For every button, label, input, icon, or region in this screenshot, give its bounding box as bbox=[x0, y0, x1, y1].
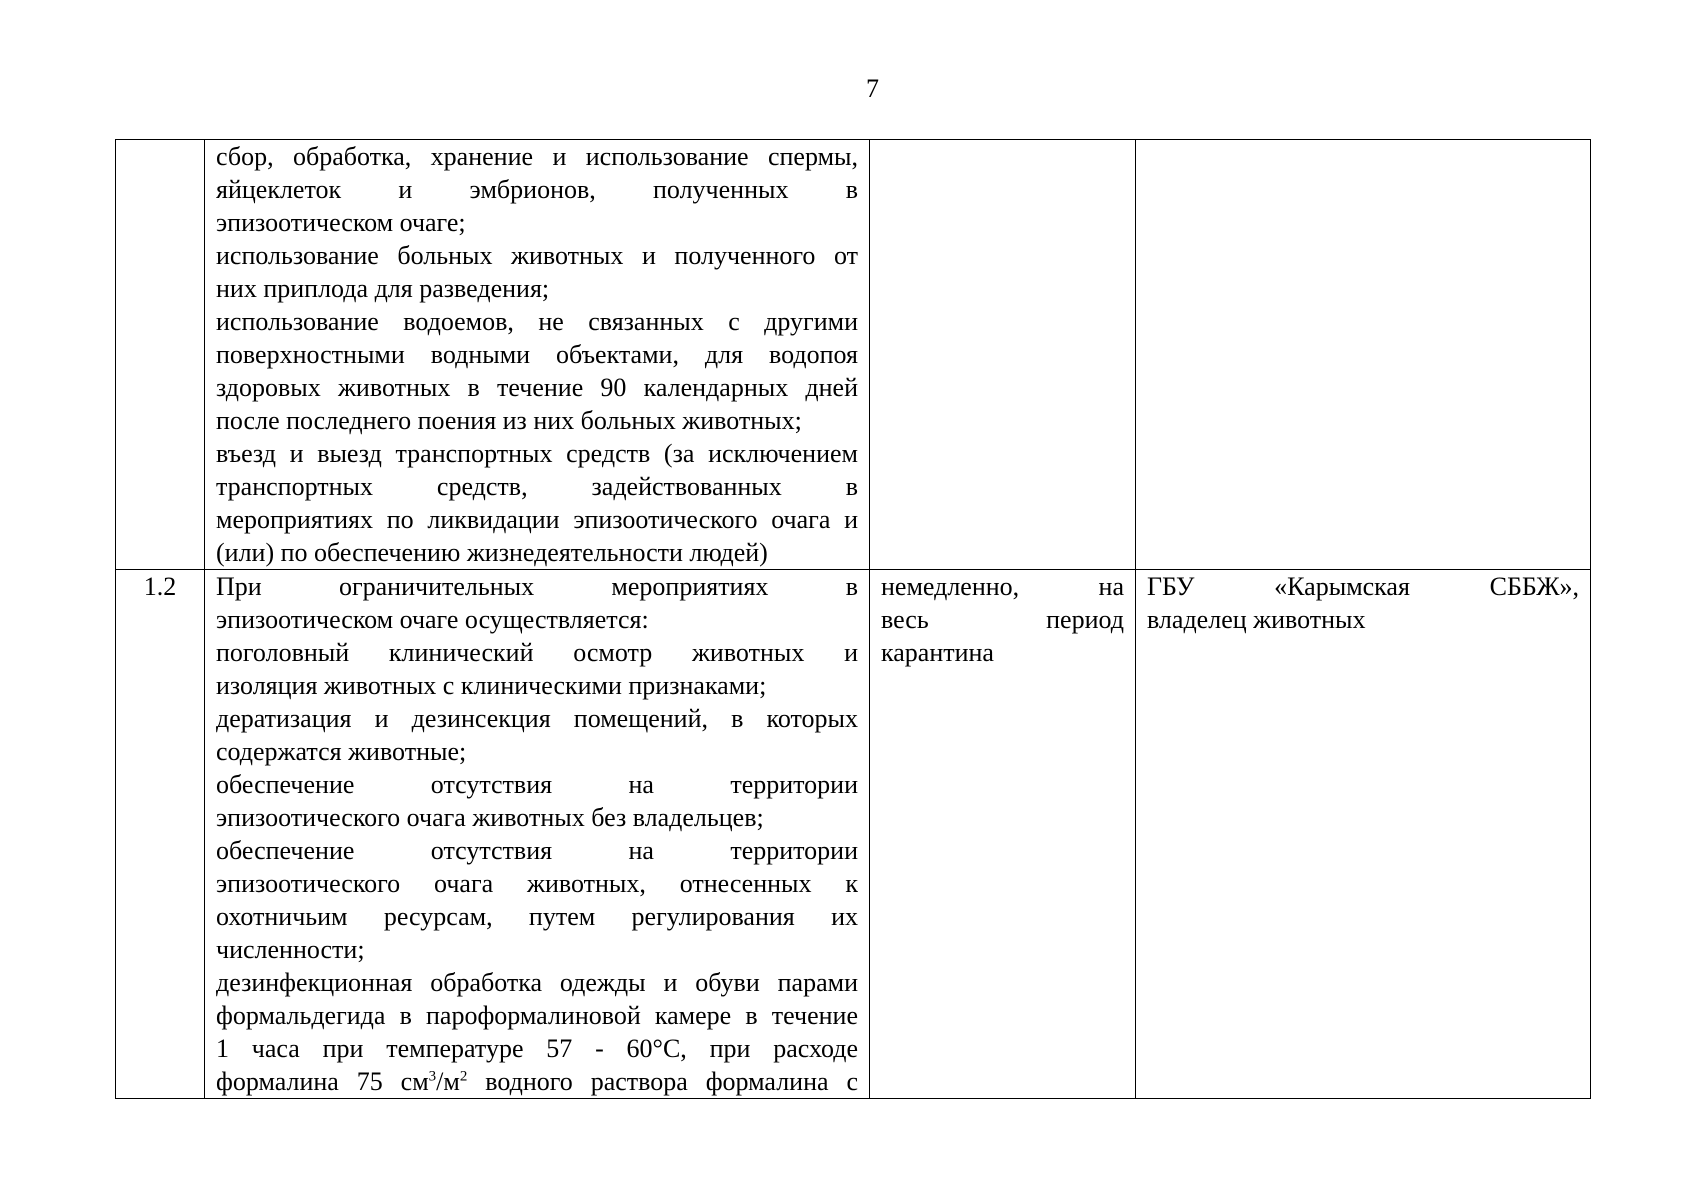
text-line: охотничьим ресурсам, путем регулирования их bbox=[216, 902, 858, 931]
text-line: них приплода для разведения; bbox=[216, 274, 550, 303]
cell-responsible bbox=[1136, 140, 1591, 570]
cell-term bbox=[870, 570, 1136, 1099]
text-line: яйцеклеток и эмбрионов, полученных в bbox=[216, 175, 858, 204]
table-row bbox=[116, 140, 1591, 570]
text-line: дезинфекционная обработка одежды и обуви парами bbox=[216, 968, 858, 997]
text-line: обеспечение отсутствия на территории bbox=[216, 770, 858, 799]
text-line: содержатся животные; bbox=[216, 737, 467, 766]
text-line: эпизоотическом очаге; bbox=[216, 208, 466, 237]
text-line: здоровых животных в течение 90 календарных дней bbox=[216, 373, 858, 402]
responsible-text bbox=[1147, 570, 1579, 636]
text-line: весь период bbox=[881, 605, 1124, 634]
cell-measures bbox=[205, 140, 870, 570]
text-line: въезд и выезд транспортных средств (за исключением bbox=[216, 439, 858, 468]
text-line: поверхностными водными объектами, для водопоя bbox=[216, 340, 858, 369]
text-line: формальдегида в пароформалиновой камере в течение bbox=[216, 1001, 858, 1030]
text-line: после последнего поения из них больных животных; bbox=[216, 406, 802, 435]
page-number: 7 bbox=[866, 74, 879, 103]
text-line: (или) по обеспечению жизнедеятельности людей) bbox=[216, 538, 768, 567]
cell-responsible bbox=[1136, 570, 1591, 1099]
text-line: мероприятиях по ликвидации эпизоотического очага и bbox=[216, 505, 858, 534]
text-line: владелец животных bbox=[1147, 605, 1366, 634]
text-line: немедленно, на bbox=[881, 572, 1124, 601]
measures-text bbox=[216, 140, 858, 569]
text-line: использование водоемов, не связанных с другими bbox=[216, 307, 858, 336]
text-line: формалина 75 $см^3/м^2$ водного раствора формалина с bbox=[216, 1067, 858, 1096]
text-line: эпизоотическом очаге осуществляется: bbox=[216, 605, 649, 634]
cell-term bbox=[870, 140, 1136, 570]
text-line: карантина bbox=[881, 638, 994, 667]
cell-number: 1.2 bbox=[116, 570, 205, 1099]
text-line: ГБУ «Карымская СББЖ», bbox=[1147, 572, 1579, 601]
text-line: эпизоотического очага животных, отнесенных к bbox=[216, 869, 858, 898]
cell-measures bbox=[205, 570, 870, 1099]
text-line: изоляция животных с клиническими признаками; bbox=[216, 671, 767, 700]
text-line: численности; bbox=[216, 935, 365, 964]
text-line: сбор, обработка, хранение и использование спермы, bbox=[216, 142, 858, 171]
text-line: дератизация и дезинсекция помещений, в которых bbox=[216, 704, 858, 733]
text-line: использование больных животных и полученного от bbox=[216, 241, 858, 270]
text-line: обеспечение отсутствия на территории bbox=[216, 836, 858, 865]
text-line: 1 часа при температуре 57 - 60°С, при расходе bbox=[216, 1034, 858, 1063]
measures-text bbox=[216, 570, 858, 1098]
term-text bbox=[881, 570, 1124, 669]
table-row bbox=[116, 570, 1591, 1099]
text-line: транспортных средств, задействованных в bbox=[216, 472, 858, 501]
measures-table bbox=[115, 139, 1591, 1099]
text-line: поголовный клинический осмотр животных и bbox=[216, 638, 858, 667]
text-line: При ограничительных мероприятиях в bbox=[216, 572, 858, 601]
text-line: эпизоотического очага животных без владельцев; bbox=[216, 803, 764, 832]
cell-number bbox=[116, 140, 205, 570]
